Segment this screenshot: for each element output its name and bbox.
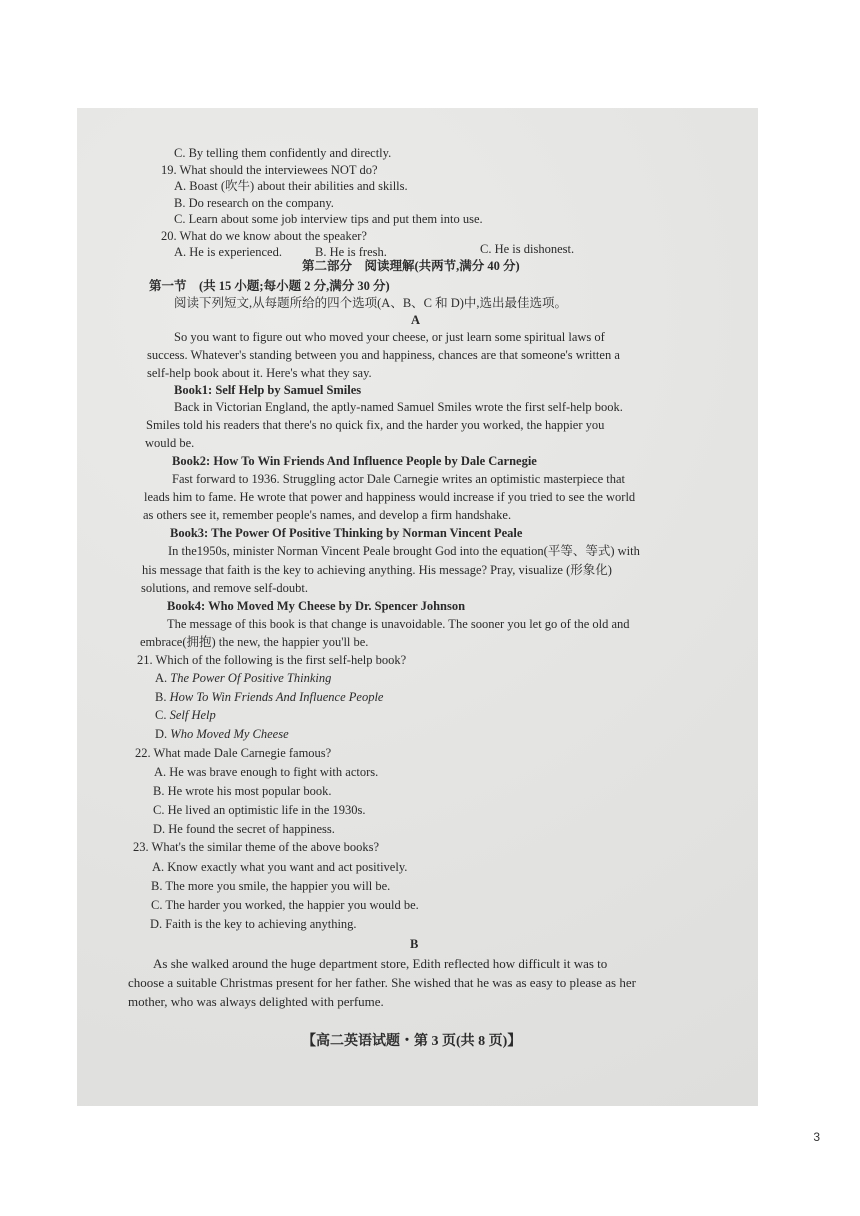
passage-a-intro-line: self-help book about it. Here's what they say. bbox=[147, 366, 372, 380]
book1-title: Book1: Self Help by Samuel Smiles bbox=[174, 383, 362, 397]
q22-question: 22. What made Dale Carnegie famous? bbox=[135, 746, 332, 760]
passage-b-line: mother, who was always delighted with perfume. bbox=[128, 994, 384, 1009]
book3-text-line: solutions, and remove self-doubt. bbox=[141, 581, 308, 595]
q23-option-c: C. The harder you worked, the happier you would be. bbox=[151, 898, 419, 912]
q20-question: 20. What do we know about the speaker? bbox=[161, 229, 367, 243]
q20-option-c: C. He is dishonest. bbox=[480, 242, 575, 256]
book3-text-line: his message that faith is the key to achieving anything. His message? Pray, visualize (形象化) bbox=[142, 563, 612, 577]
q21-option-d: D. Who Moved My Cheese bbox=[155, 727, 289, 741]
page-footer: 【高二英语试题・第 3 页(共 8 页)】 bbox=[302, 1034, 522, 1049]
q21-option-b: B. How To Win Friends And Influence People bbox=[155, 690, 384, 704]
book2-text-line: as others see it, remember people's names, and develop a firm handshake. bbox=[143, 508, 512, 522]
book4-text-line: The message of this book is that change is unavoidable. The sooner you let go of the old and bbox=[167, 617, 630, 631]
page-number: 3 bbox=[813, 1130, 820, 1144]
book3-text-line: In the1950s, minister Norman Vincent Peale brought God into the equation(平等、等式) with bbox=[168, 544, 640, 558]
passage-b-label: B bbox=[410, 937, 419, 951]
q20-option-b: B. He is fresh. bbox=[315, 245, 387, 259]
book4-title: Book4: Who Moved My Cheese by Dr. Spencer Johnson bbox=[167, 599, 466, 613]
q23-option-b: B. The more you smile, the happier you will be. bbox=[151, 879, 391, 893]
book3-title: Book3: The Power Of Positive Thinking by Norman Vincent Peale bbox=[170, 526, 523, 540]
q23-option-a: A. Know exactly what you want and act positively. bbox=[152, 860, 408, 874]
scanned-page bbox=[77, 108, 758, 1106]
q20-option-a: A. He is experienced. bbox=[174, 245, 282, 259]
passage-a-intro-line: So you want to figure out who moved your cheese, or just learn some spiritual laws of bbox=[174, 330, 605, 344]
q22-option-b: B. He wrote his most popular book. bbox=[153, 784, 332, 798]
q19-option-b: B. Do research on the company. bbox=[174, 196, 334, 210]
q19-option-a: A. Boast (吹牛) about their abilities and skills. bbox=[174, 179, 408, 193]
q22-option-d: D. He found the secret of happiness. bbox=[153, 822, 335, 836]
section1-instructions: 阅读下列短文,从每题所给的四个选项(A、B、C 和 D)中,选出最佳选项。 bbox=[174, 296, 568, 310]
book2-title: Book2: How To Win Friends And Influence People by Dale Carnegie bbox=[172, 454, 537, 468]
section1-title: 第一节 (共 15 小题;每小题 2 分,满分 30 分) bbox=[149, 279, 390, 293]
book4-text-line: embrace(拥抱) the new, the happier you'll be. bbox=[140, 635, 369, 649]
book1-text-line: Back in Victorian England, the aptly-named Samuel Smiles wrote the first self-help book. bbox=[174, 400, 623, 414]
book1-text-line: would be. bbox=[145, 436, 195, 450]
q19-option-c: C. Learn about some job interview tips and put them into use. bbox=[174, 212, 483, 226]
q22-option-c: C. He lived an optimistic life in the 1930s. bbox=[153, 803, 366, 817]
q22-option-a: A. He was brave enough to fight with actors. bbox=[154, 765, 379, 779]
passage-a-label: A bbox=[411, 313, 421, 327]
q21-option-a: A. The Power Of Positive Thinking bbox=[155, 671, 332, 685]
book2-text-line: Fast forward to 1936. Struggling actor Dale Carnegie writes an optimistic masterpiece that bbox=[172, 472, 626, 486]
q23-question: 23. What's the similar theme of the above books? bbox=[133, 840, 380, 854]
q19-question: 19. What should the interviewees NOT do? bbox=[161, 163, 378, 177]
q21-question: 21. Which of the following is the first self-help book? bbox=[137, 653, 407, 667]
passage-a-intro-line: success. Whatever's standing between you and happiness, chances are that someone's written a bbox=[147, 348, 620, 362]
q23-option-d: D. Faith is the key to achieving anything. bbox=[150, 917, 357, 931]
book2-text-line: leads him to fame. He wrote that power and happiness would increase if you tried to see the world bbox=[144, 490, 636, 504]
book1-text-line: Smiles told his readers that there's no quick fix, and the harder you worked, the happier you bbox=[146, 418, 605, 432]
q21-option-c: C. Self Help bbox=[155, 708, 216, 722]
part2-title: 第二部分 阅读理解(共两节,满分 40 分) bbox=[302, 259, 520, 273]
passage-b-line: As she walked around the huge department store, Edith reflected how difficult it was to bbox=[153, 956, 608, 971]
q18-option-c: C. By telling them confidently and directly. bbox=[174, 146, 392, 160]
passage-b-line: choose a suitable Christmas present for her father. She wished that he was as easy to please as her bbox=[128, 975, 636, 990]
